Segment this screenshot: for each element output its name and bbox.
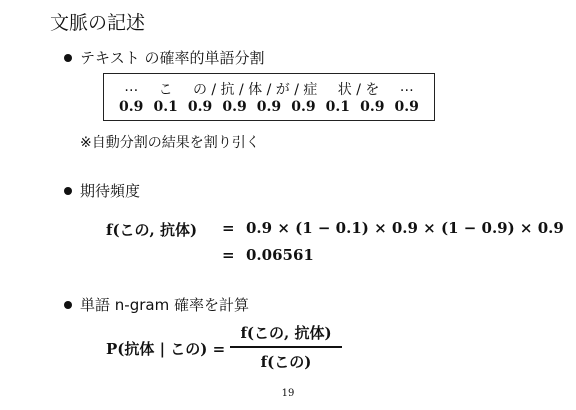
bullet-segmentation-text: テキスト の確率的単語分割 bbox=[80, 49, 265, 67]
bullet-ngram bbox=[64, 294, 249, 315]
token: の / 抗 / 体 / が / 症 bbox=[192, 82, 318, 98]
fraction-numerator: f(この, 抗体) bbox=[240, 324, 332, 342]
probability: 0.9 bbox=[394, 99, 419, 115]
equation-equals: = bbox=[222, 219, 235, 237]
slide-title: 文脈の記述 bbox=[50, 12, 146, 34]
bullet-dot-icon bbox=[64, 54, 72, 62]
page-number: 19 bbox=[281, 388, 295, 399]
equation-equals-2: = bbox=[222, 246, 235, 264]
equation-result: 0.06561 bbox=[246, 246, 314, 264]
equation-rhs: 0.9 × (1 − 0.1) × 0.9 × (1 − 0.9) × 0.9 bbox=[246, 219, 564, 237]
conditional-prob-lhs: P(抗体 | この) = bbox=[106, 340, 226, 358]
probability: 0.9 bbox=[222, 99, 247, 115]
probability: 0.9 bbox=[360, 99, 385, 115]
bullet-segmentation bbox=[64, 47, 264, 68]
bullet-ngram-text: 単語 n-gram 確率を計算 bbox=[80, 296, 249, 314]
probability: 0.1 bbox=[325, 99, 351, 115]
fraction-denominator: f(この) bbox=[260, 352, 312, 371]
token: … bbox=[399, 79, 414, 95]
bullet-expected-frequency-text: 期待頻度 bbox=[80, 182, 141, 200]
probability: 0.1 bbox=[153, 99, 178, 115]
probability-row bbox=[104, 99, 434, 115]
token: 状 / を bbox=[337, 82, 380, 98]
discount-note: ※自動分割の結果を割り引く bbox=[80, 135, 260, 151]
token: … bbox=[124, 79, 139, 95]
probability: 0.9 bbox=[256, 99, 282, 115]
bullet-dot-icon bbox=[64, 301, 72, 309]
probability: 0.9 bbox=[187, 99, 213, 115]
probability: 0.9 bbox=[291, 99, 316, 115]
token: こ bbox=[158, 82, 173, 98]
fraction bbox=[230, 322, 342, 372]
bullet-dot-icon bbox=[64, 187, 72, 195]
probability: 0.9 bbox=[119, 99, 144, 115]
segmentation-table bbox=[103, 73, 435, 121]
equation-lhs: f(この, 抗体) bbox=[106, 221, 198, 239]
bullet-expected-frequency bbox=[64, 180, 140, 201]
token-row bbox=[104, 79, 434, 99]
